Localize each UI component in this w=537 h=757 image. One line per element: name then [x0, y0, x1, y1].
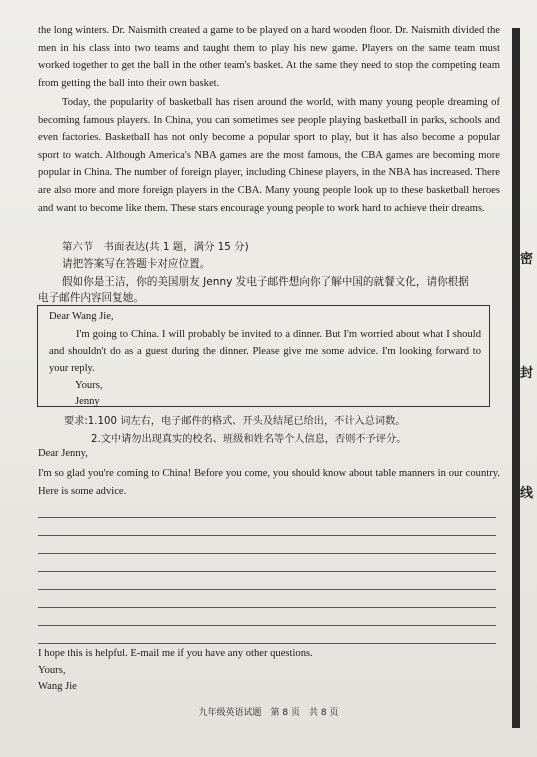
letter-box: [37, 305, 490, 407]
writing-line[interactable]: [38, 517, 496, 518]
side-mark-mi: 密: [520, 252, 534, 267]
reply-ending: I hope this is helpful. E-mail me if you have any other questions.: [38, 648, 313, 659]
section-heading: 第六节 书面表达(共 1 题，满分 15 分): [62, 241, 249, 253]
writing-line[interactable]: [38, 607, 496, 608]
side-mark-feng: 封: [520, 366, 534, 381]
binding-margin-bar: [512, 28, 520, 728]
requirement-line-2: 2.文中请勿出现真实的校名、班级和姓名等个人信息，否则不予评分。: [91, 434, 407, 445]
passage-paragraph-1: the long winters. Dr. Naismith created a game to be played on a hard wooden floor. Dr. Naismith divided the men in his class into two teams and taught them to play his new game. Players on the same team must worked together to get the ball in the other team's basket. At the same they need to stop the competing team from getting the ball into their own basket.: [38, 25, 500, 89]
requirement-line-1: 要求:1.100 词左右，电子邮件的格式、开头及结尾已给出，不计入总词数。: [64, 416, 406, 427]
reply-signature: Wang Jie: [38, 681, 77, 692]
section-instruction: 请把答案写在答题卡对应位置。: [62, 258, 211, 270]
side-mark-xian: 线: [520, 486, 534, 501]
letter-greeting: Dear Wang Jie,: [49, 311, 114, 322]
prompt-line-1: 假如你是王洁，你的美国朋友 Jenny 发电子邮件想向你了解中国的就餐文化，请你根据: [62, 276, 469, 288]
prompt-line-2: 电子邮件内容回复她。: [38, 292, 144, 304]
writing-line[interactable]: [38, 553, 496, 554]
writing-line[interactable]: [38, 535, 496, 536]
reply-closing: Yours,: [38, 665, 66, 676]
writing-line[interactable]: [38, 643, 496, 644]
reply-opening: I'm so glad you're coming to China! Before you come, you should know about table manners in our country. Here is some advice.: [38, 468, 500, 497]
writing-line[interactable]: [38, 589, 496, 590]
writing-line[interactable]: [38, 571, 496, 572]
reply-greeting: Dear Jenny,: [38, 448, 88, 459]
letter-signature: Jenny: [75, 396, 100, 407]
page-footer: 九年级英语试题 第 8 页 共 8 页: [198, 708, 339, 718]
letter-body: I'm going to China. I will probably be invited to a dinner. But I'm worried about what I should and shouldn't do as a guest during the dinner. Please give me some advice. I'm looking forward to your reply.: [49, 329, 481, 375]
writing-line[interactable]: [38, 625, 496, 626]
letter-closing: Yours,: [75, 380, 103, 391]
passage-paragraph-2: Today, the popularity of basketball has risen around the world, with many young people dreaming of becoming famous players. In China, you can sometimes see people playing basketball in parks, schools and even factories. Basketball has not only become a popular sport to play, but it has also become a popular sport to watch. Although America's NBA games are the most famous, the CBA games are becoming more popular in China. The number of foreign player, including Chinese players, in the NBA has increased. There are also more and more foreign players in the CBA. Many young people look up to these basketball heroes and want to become like them. These stars encourage young people to work hard to achieve their dreams.: [38, 97, 500, 214]
